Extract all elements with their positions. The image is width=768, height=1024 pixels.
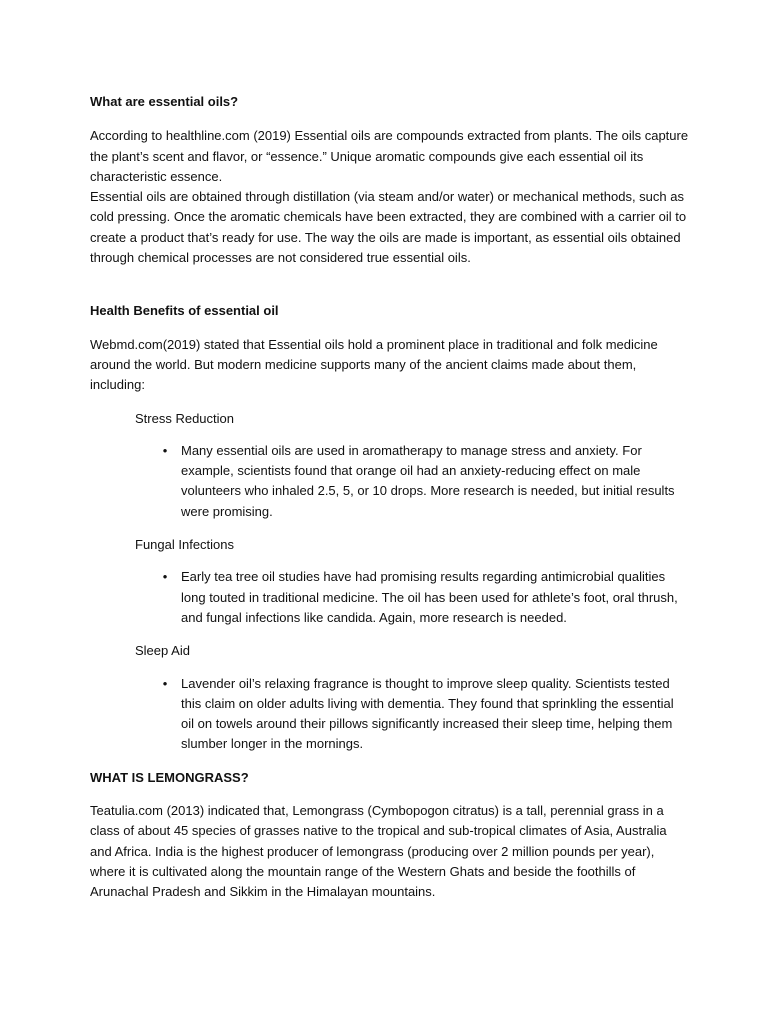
bullet-list-stress-reduction xyxy=(90,441,690,522)
heading-health-benefits: Health Benefits of essential oil xyxy=(90,303,279,319)
heading-what-are-essential-oils: What are essential oils? xyxy=(90,94,239,109)
paragraph-essential-oils-definition: According to healthline.com (2019) Essential oils are compounds extracted from plants. The oils capture the plant’s scent and flavor, or “essence.” Unique aromatic compounds give each essential oil its characteristic essence. xyxy=(90,128,689,184)
bullet-text: Lavender oil’s relaxing fragrance is thought to improve sleep quality. Scientists tested this claim on older adults living with dementia. They found that sprinkling the essential oil on towels around their pillows significantly increased their sleep time, helping them slumber longer in the mornings. xyxy=(181,675,674,752)
list-item xyxy=(162,674,690,755)
document-body xyxy=(90,92,690,903)
subheading-stress-reduction: Stress Reduction xyxy=(135,410,234,426)
bullet-list-sleep-aid xyxy=(90,674,690,755)
bullet-icon: • xyxy=(162,442,168,458)
list-item xyxy=(162,441,690,522)
bullet-text: Many essential oils are used in aromatherapy to manage stress and anxiety. For example, scientists found that orange oil had an anxiety-reducing effect on male volunteers who inhaled 2.5, 5, or 10 drops. More research is needed, but initial results were promising. xyxy=(181,442,675,519)
bullet-list-fungal-infections xyxy=(90,567,690,628)
paragraph-lemongrass: Teatulia.com (2013) indicated that, Lemongrass (Cymbopogon citratus) is a tall, perennial grass in a class of about 45 species of grasses native to the tropical and sub-tropical climates of Asia, Australia and Africa. India is the highest producer of lemongrass (producing over 2 million pounds per year), where it is cultivated along the mountain range of the Western Ghats and beside the foothills of Arunachal Pradesh and Sikkim in the Himalayan mountains. xyxy=(90,803,667,900)
paragraph-health-benefits-intro: Webmd.com(2019) stated that Essential oils hold a prominent place in traditional and folk medicine around the world. But modern medicine supports many of the ancient claims made about them, including: xyxy=(90,336,658,393)
subheading-sleep-aid: Sleep Aid xyxy=(135,643,190,659)
subheading-fungal-infections: Fungal Infections xyxy=(135,537,235,553)
bullet-icon: • xyxy=(162,569,168,585)
heading-what-is-lemongrass: WHAT IS LEMONGRASS? xyxy=(90,769,249,785)
paragraph-essential-oils-production: Essential oils are obtained through distillation (via steam and/or water) or mechanical methods, such as cold pressing. Once the aromatic chemicals have been extracted, they are combined with a carrier oil to create a product that’s ready for use. The way the oils are made is important, as essential oils obtained through chemical processes are not considered true essential oils. xyxy=(90,189,687,266)
list-item xyxy=(162,567,690,628)
bullet-text: Early tea tree oil studies have had promising results regarding antimicrobial qualities long touted in traditional medicine. The oil has been used for athlete’s foot, oral thrush, and fungal infections like candida. Again, more research is needed. xyxy=(181,569,678,625)
bullet-icon: • xyxy=(162,675,168,691)
